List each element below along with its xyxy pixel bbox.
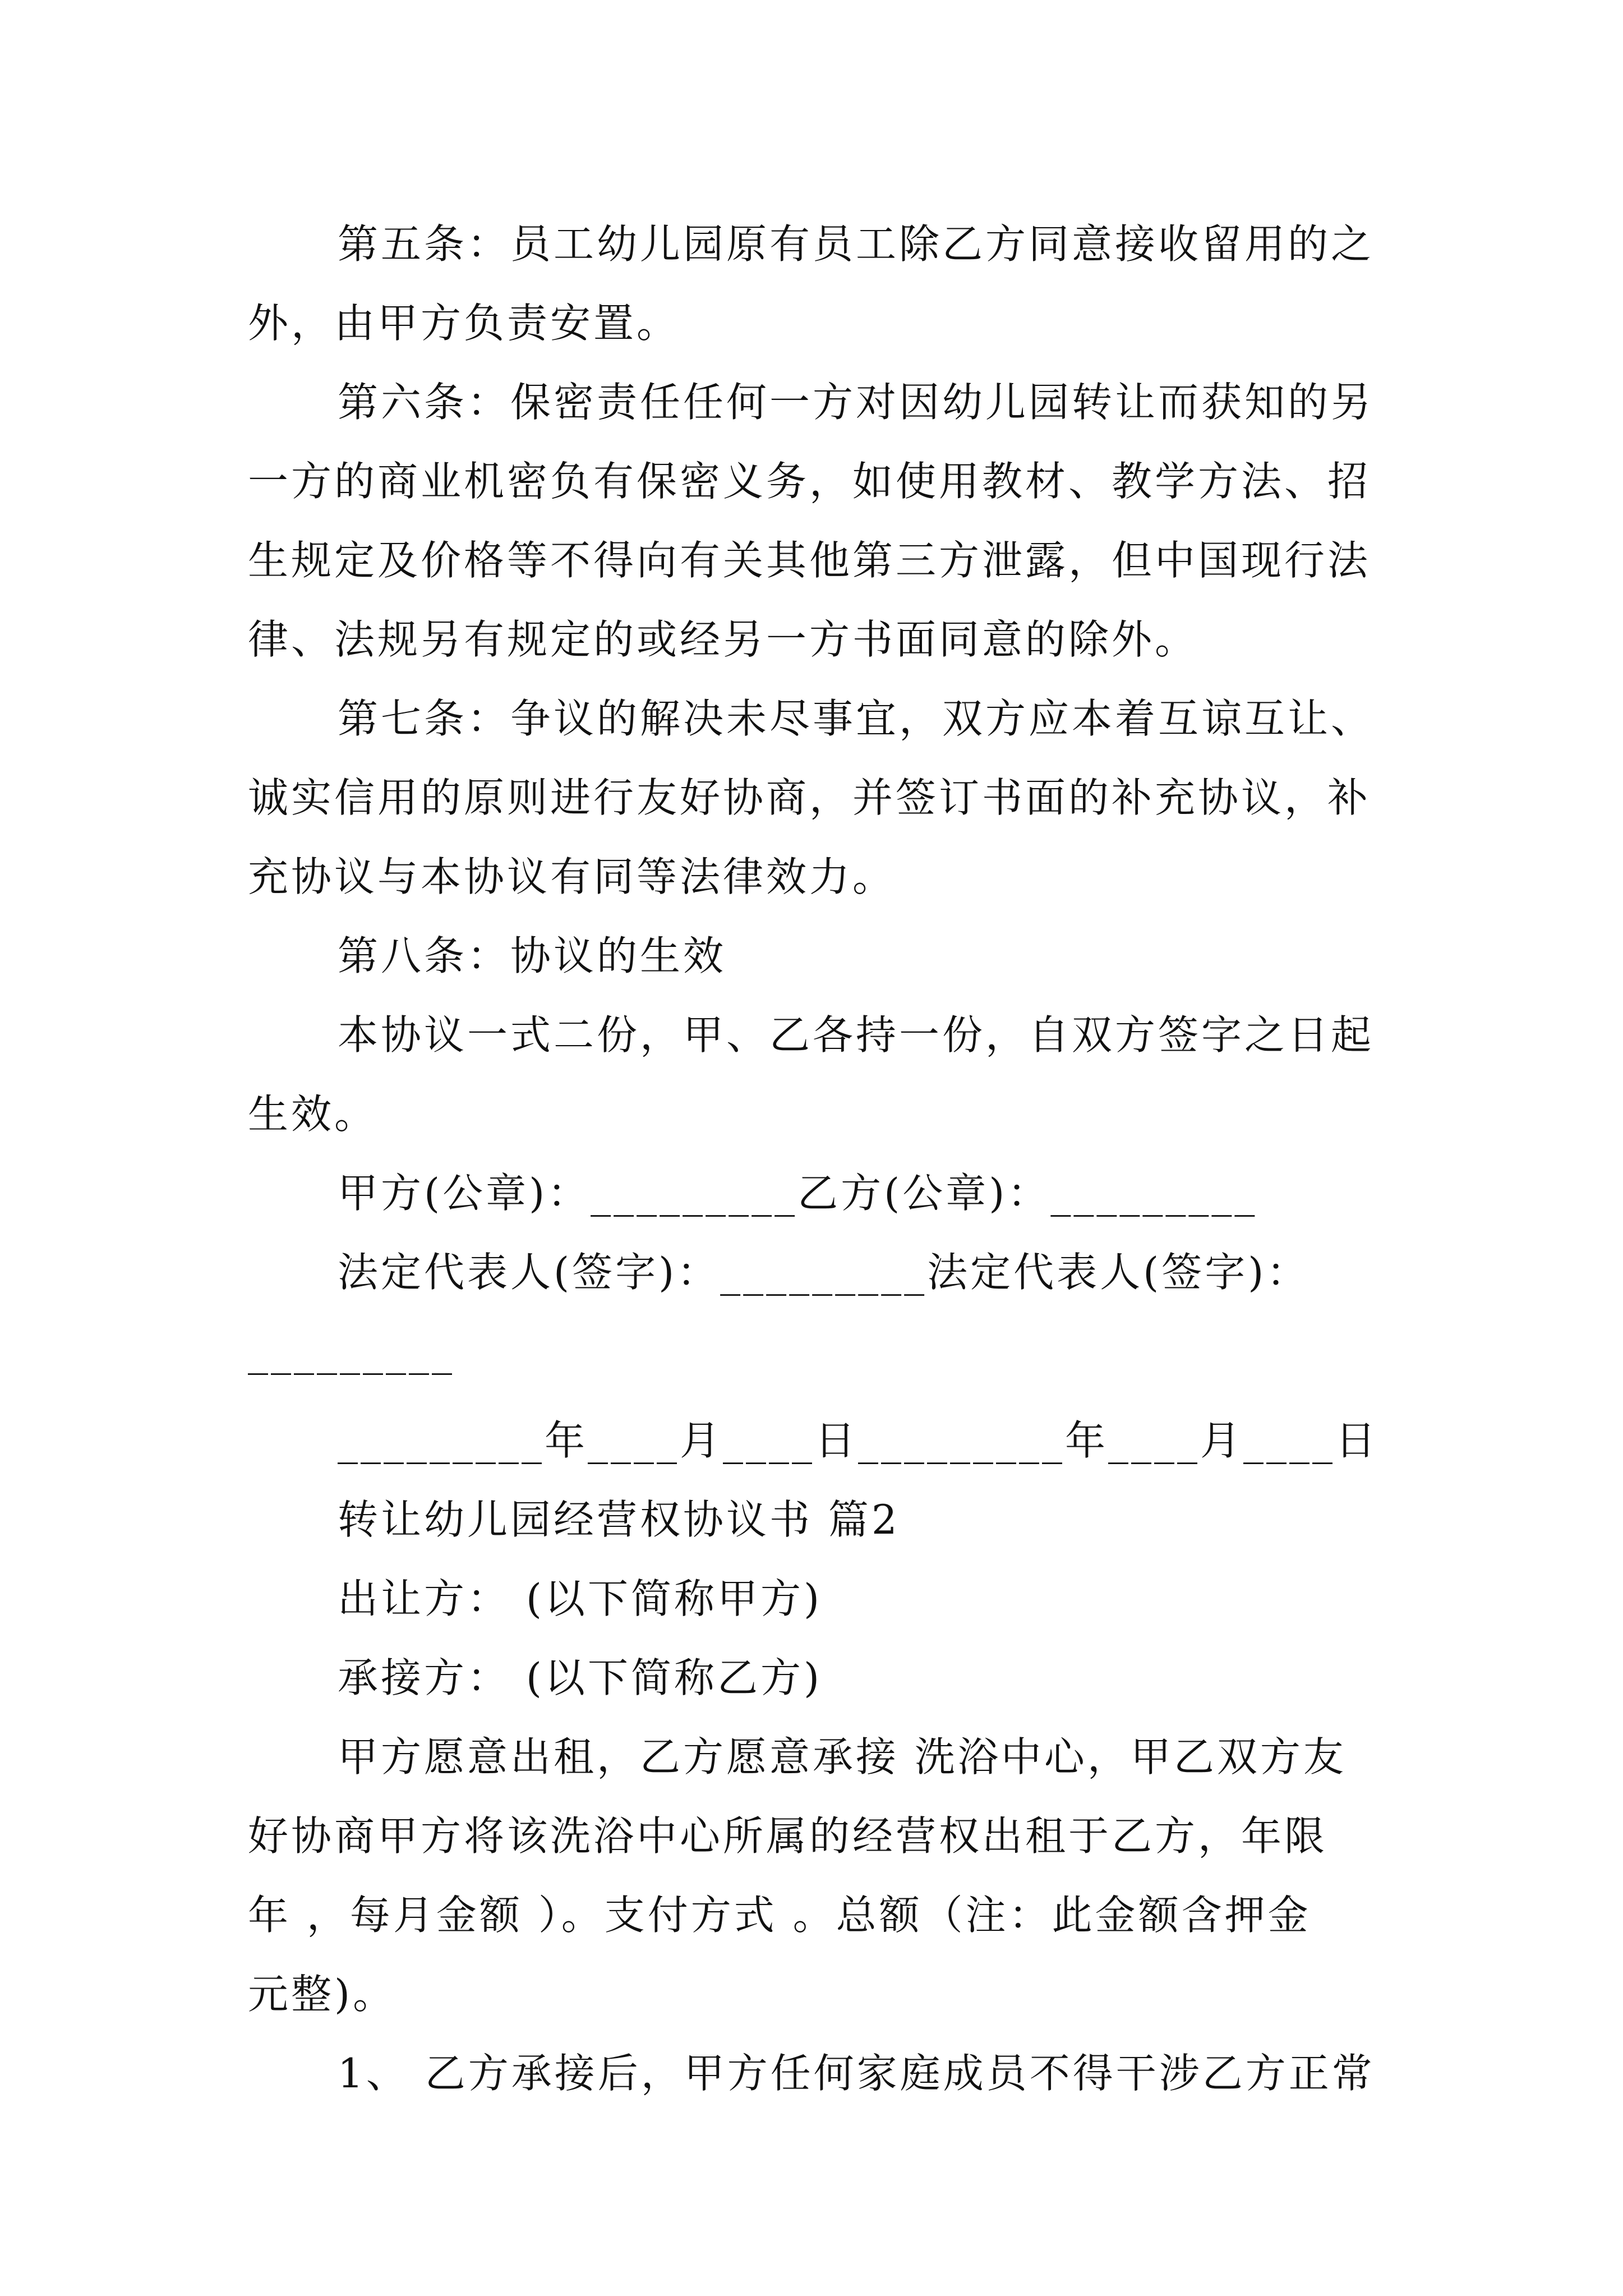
lease-paragraph-line-1: 甲方愿意出租，乙方愿意承接 洗浴中心，甲乙双方友 <box>338 1733 1347 1780</box>
transferee-line: 承接方： (以下简称乙方) <box>338 1654 823 1701</box>
representative-blank: _________ <box>248 1328 455 1375</box>
clause-8-heading: 第八条：协议的生效 <box>338 932 727 979</box>
clause-6-line-3: 生规定及价格等不得向有关其他第三方泄露，但中国现行法 <box>248 537 1371 584</box>
lease-paragraph-line-4: 元整)。 <box>248 1971 396 2018</box>
clause-7-line-2: 诚实信用的原则进行友好协商，并签订书面的补充协议，补 <box>248 774 1371 821</box>
clause-5-line-2: 外，由甲方负责安置。 <box>248 300 680 347</box>
document-body <box>248 205 1386 2113</box>
transferor-line: 出让方： (以下简称甲方) <box>338 1575 823 1622</box>
clause-7-line-3: 充协议与本协议有同等法律效力。 <box>248 853 896 900</box>
item-1-line-1: 1、 乙方承接后，甲方任何家庭成员不得干涉乙方正常 <box>338 2050 1375 2097</box>
clause-7-line-1: 第七条：争议的解决未尽事宜，双方应本着互谅互让、 <box>338 695 1375 742</box>
representative-line: 法定代表人(签字)：_________法定代表人(签字)： <box>338 1249 1310 1296</box>
section-title: 转让幼儿园经营权协议书 篇2 <box>338 1496 900 1543</box>
clause-8-line-1: 本协议一式二份，甲、乙各持一份，自双方签字之日起 <box>338 1011 1375 1059</box>
clause-5-line-1: 第五条：员工幼儿园原有员工除乙方同意接收留用的之 <box>338 220 1375 268</box>
date-line: _________年____月____日_________年____月____日 <box>338 1417 1378 1464</box>
seal-line: 甲方(公章)：_________乙方(公章)：_________ <box>338 1170 1258 1217</box>
clause-6-line-2: 一方的商业机密负有保密义务，如使用教材、教学方法、招 <box>248 458 1371 505</box>
lease-paragraph-line-3: 年 ，每月金额 ）。支付方式 。总额（注：此金额含押金 <box>248 1892 1311 1939</box>
clause-6-line-4: 律、法规另有规定的或经另一方书面同意的除外。 <box>248 616 1198 663</box>
clause-8-line-2: 生效。 <box>248 1091 378 1138</box>
lease-paragraph-line-2: 好协商甲方将该洗浴中心所属的经营权出租于乙方，年限 <box>248 1812 1328 1860</box>
clause-6-line-1: 第六条：保密责任任何一方对因幼儿园转让而获知的另 <box>338 379 1375 426</box>
